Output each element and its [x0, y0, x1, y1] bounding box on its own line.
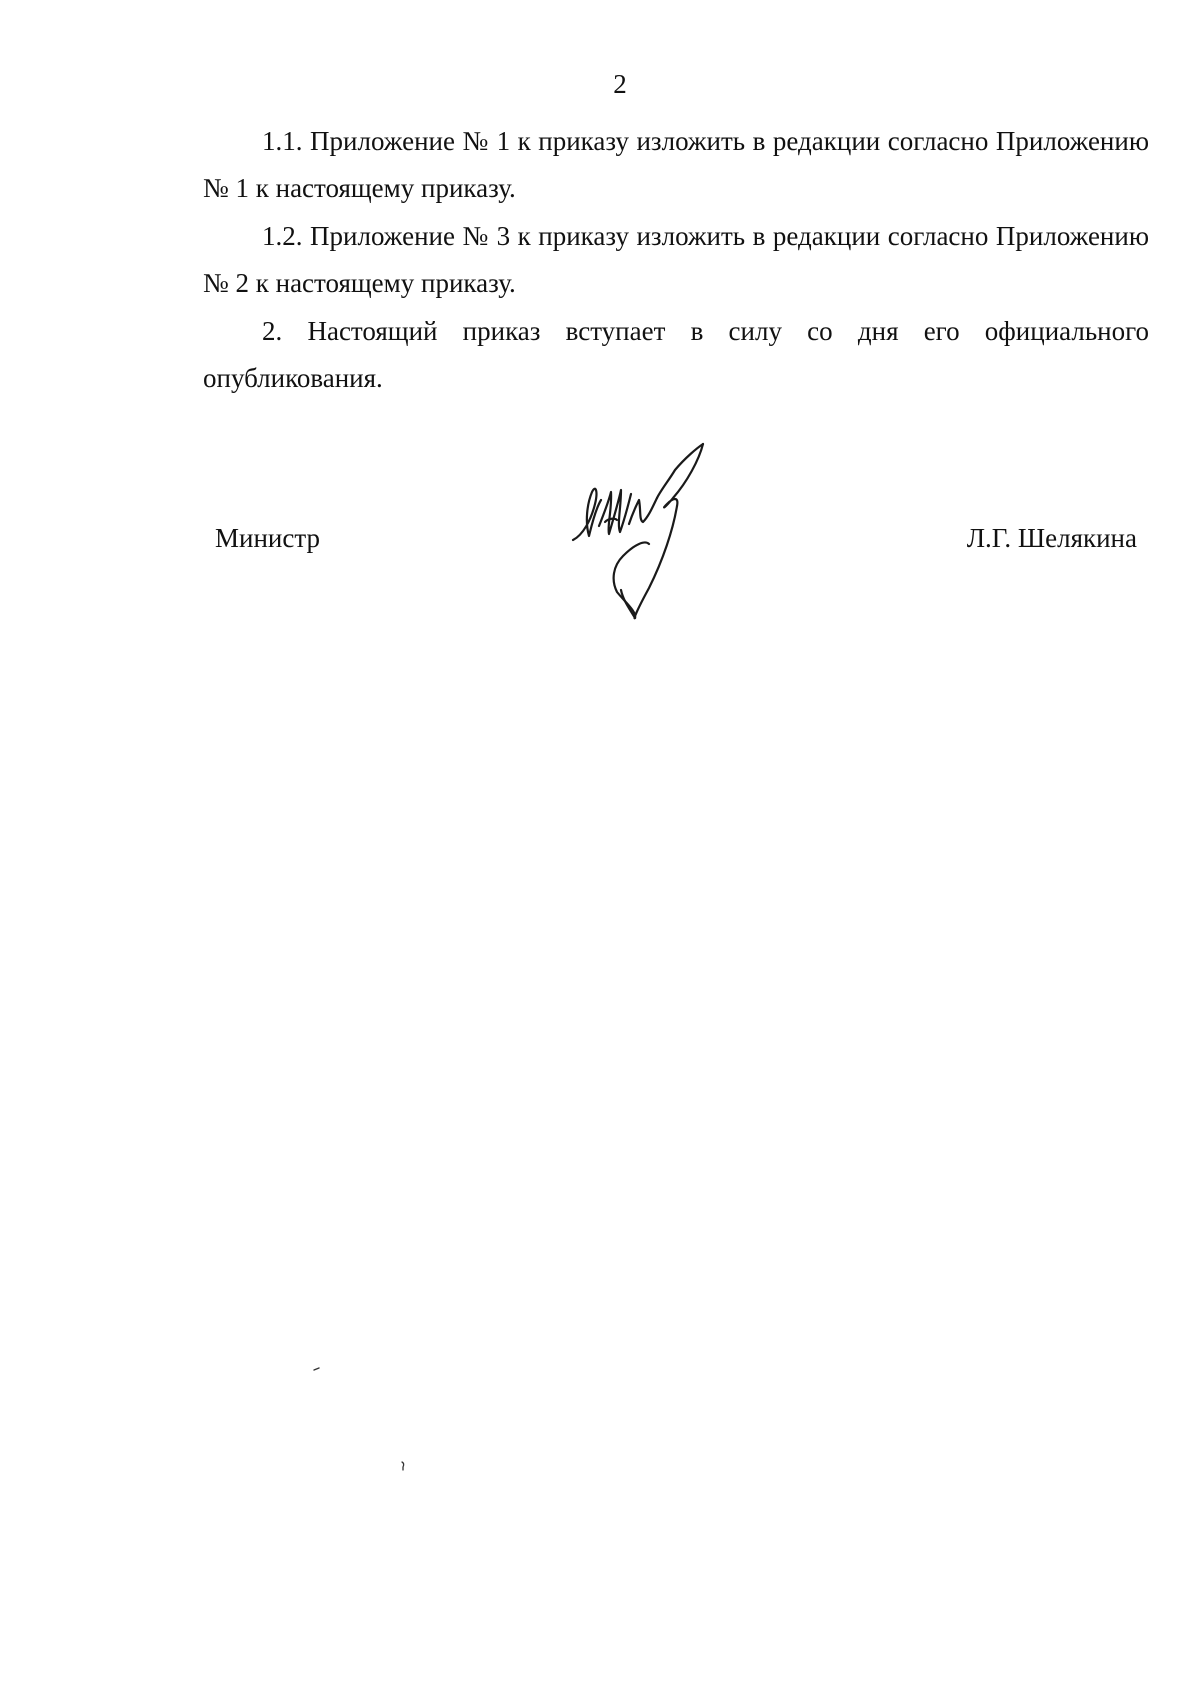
paragraph-1-1: 1.1. Приложение № 1 к приказу изложить в редакции согласно Приложению № 1 к настоящему приказу.: [203, 126, 1149, 203]
handwritten-signature-icon: [565, 440, 725, 625]
page-number: 2: [613, 69, 627, 99]
paragraph-2: 2. Настоящий приказ вступает в силу со дня его официального опубликования.: [203, 316, 1149, 393]
signer-title: Министр: [215, 523, 320, 553]
signer-name: Л.Г. Шелякина: [966, 523, 1137, 553]
document-body: [203, 118, 1149, 402]
scan-speck: [313, 1367, 321, 1371]
scan-speck: [400, 1461, 406, 1471]
paragraph-1-2: 1.2. Приложение № 3 к приказу изложить в редакции согласно Приложению № 2 к настоящему приказу.: [203, 221, 1149, 298]
